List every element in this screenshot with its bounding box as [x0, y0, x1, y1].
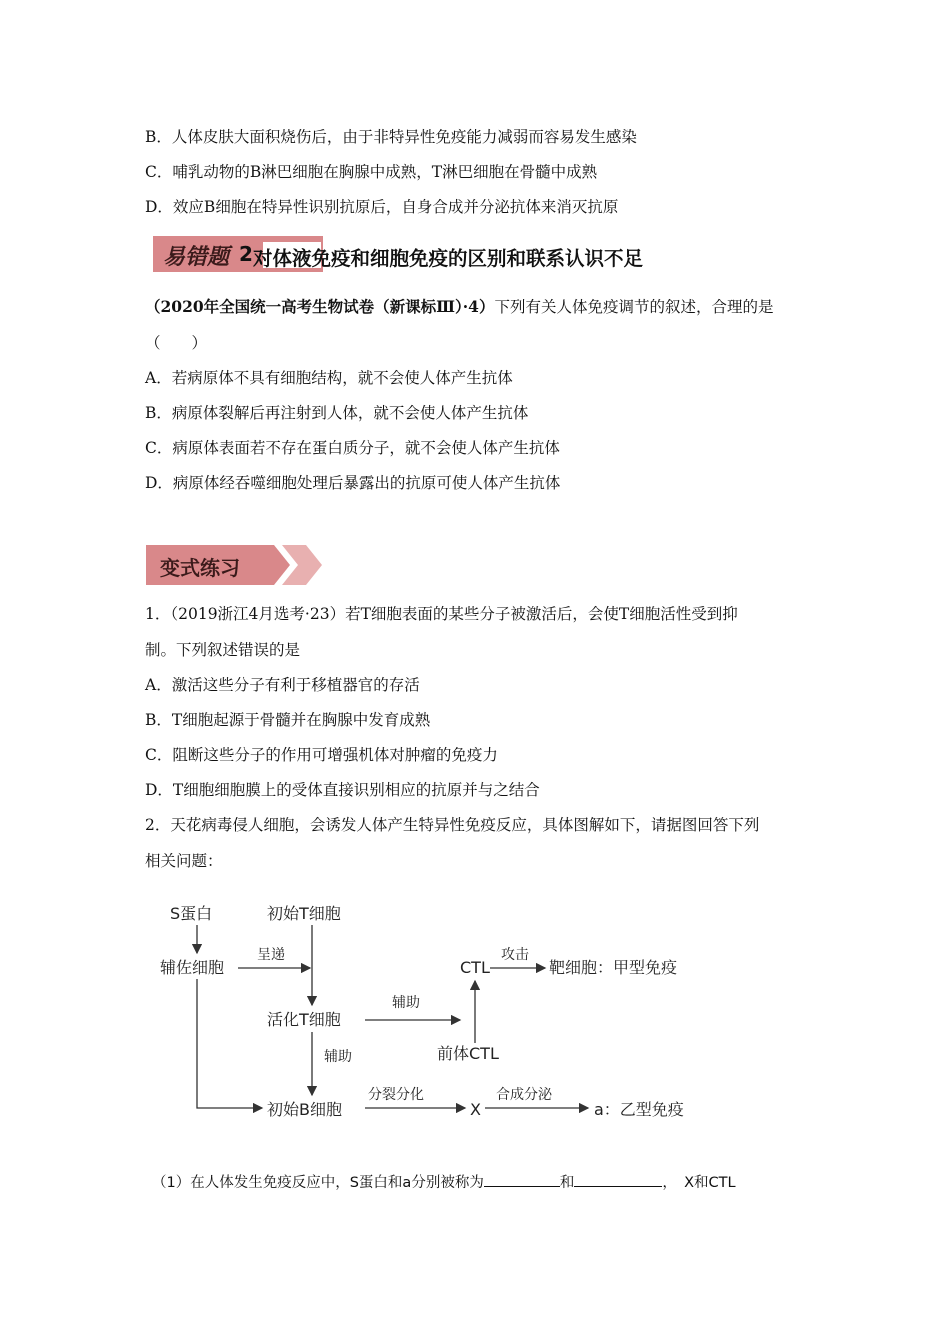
answer-blank-1[interactable]	[484, 1172, 560, 1187]
option-c-line: C．哺乳动物的B淋巴细胞在胸腺中成熟，T淋巴细胞在骨髓中成熟	[145, 163, 598, 181]
practice-banner	[146, 545, 326, 585]
practice-q1-option-b: B．T细胞起源于骨髓并在胸腺中发育成熟	[145, 711, 431, 729]
practice-q1-line1: 1．（2019浙江4月选考·23）若T细胞表面的某些分子被激活后，会使T细胞活性受到抑	[145, 605, 738, 623]
s-protein-label: S蛋白	[170, 904, 213, 923]
answer-blank-2[interactable]	[574, 1172, 662, 1187]
error-option-d: D．病原体经吞噬细胞处理后暴露出的抗原可使人体产生抗体	[145, 474, 561, 492]
answer-paren: （ ）	[145, 334, 208, 352]
immune-diagram	[160, 895, 720, 1135]
practice-banner-label: 变式练习	[160, 556, 240, 580]
error-question-line	[145, 297, 773, 317]
question-source: （2020年全国统一高考生物试卷（新课标Ⅲ）·4）	[145, 297, 495, 316]
sub-question-text-c: ， X和CTL	[662, 1175, 736, 1191]
sub-question-1	[152, 1172, 736, 1193]
option-d-line: D．效应B细胞在特异性识别抗原后，自身合成并分泌抗体来消灭抗原	[145, 198, 619, 216]
practice-q1-option-a: A．激活这些分子有利于移植器官的存活	[145, 676, 420, 694]
naive-t-label: 初始T细胞	[267, 904, 341, 923]
error-option-b: B．病原体裂解后再注射到人体，就不会使人体产生抗体	[145, 404, 529, 422]
error-banner-label: 易错题	[163, 245, 230, 270]
practice-q2-line1: 2．天花病毒侵人细胞，会诱发人体产生特异性免疫反应，具体图解如下，请据图回答下列	[145, 816, 760, 834]
practice-q1-option-c: C．阻断这些分子的作用可增强机体对肿瘤的免疫力	[145, 746, 498, 764]
error-option-a: A．若病原体不具有细胞结构，就不会使人体产生抗体	[145, 369, 513, 387]
error-section-title: 对体液免疫和细胞免疫的区别和联系认识不足	[253, 247, 644, 270]
naive-b-label: 初始B细胞	[267, 1100, 342, 1119]
attack-label: 攻击	[501, 947, 529, 963]
error-banner-number: 2	[239, 242, 253, 266]
assist1-label: 辅助	[392, 995, 420, 1011]
assist2-label: 辅助	[324, 1049, 352, 1065]
practice-q1-line2: 制。下列叙述错误的是	[145, 641, 301, 659]
practice-q2-line2: 相关问题：	[145, 852, 223, 870]
present-label: 呈递	[257, 947, 285, 963]
pre-ctl-label: 前体CTL	[437, 1044, 499, 1063]
secrete-label: 合成分泌	[496, 1087, 552, 1103]
a-label: a：乙型免疫	[594, 1100, 684, 1119]
sub-question-text-a: （1）在人体发生免疫反应中，S蛋白和a分别被称为	[152, 1175, 484, 1191]
sub-question-text-b: 和	[559, 1175, 575, 1191]
ctl-label: CTL	[460, 958, 490, 977]
practice-q1-option-d: D．T细胞细胞膜上的受体直接识别相应的抗原并与之结合	[145, 781, 540, 799]
error-option-c: C．病原体表面若不存在蛋白质分子，就不会使人体产生抗体	[145, 439, 560, 457]
question-stem: 下列有关人体免疫调节的叙述，合理的是	[494, 298, 774, 316]
activated-t-label: 活化T细胞	[267, 1010, 341, 1029]
divide-label: 分裂分化	[368, 1087, 424, 1103]
x-label: X	[470, 1100, 481, 1119]
target-cell-label: 靶细胞：甲型免疫	[549, 958, 678, 977]
option-b-line: B．人体皮肤大面积烧伤后，由于非特异性免疫能力减弱而容易发生感染	[145, 128, 637, 146]
helper-cell-label: 辅佐细胞	[160, 958, 225, 977]
arrow-helper-to-b	[197, 979, 262, 1108]
